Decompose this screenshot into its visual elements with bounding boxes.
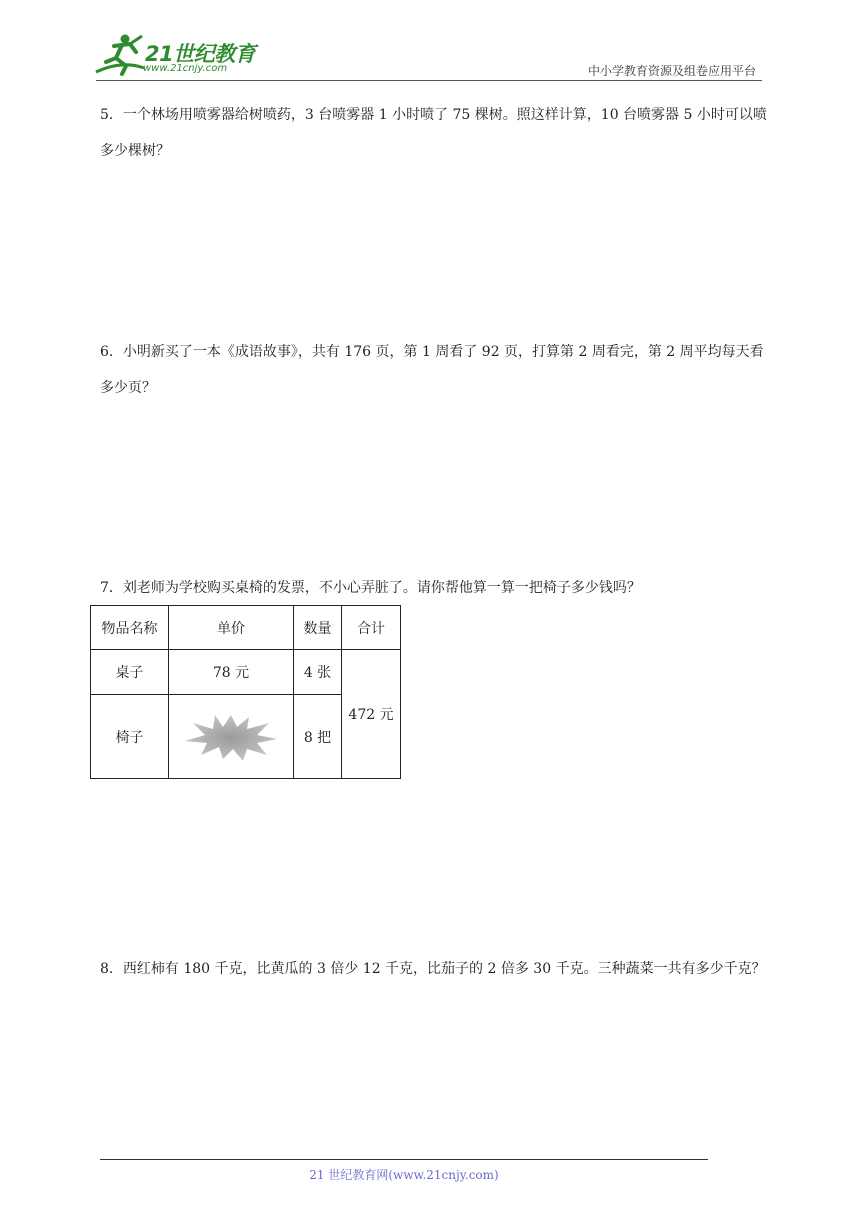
header-cell: 物品名称 [91, 606, 169, 650]
item-name-cell: 桌子 [91, 650, 169, 695]
ink-stain-icon [183, 711, 279, 763]
item-name-cell: 椅子 [91, 695, 169, 779]
question-5: 5．一个林场用喷雾器给树喷药，3 台喷雾器 1 小时喷了 75 棵树。照这样计算，10 台喷雾器 5 小时可以喷多少棵树？ [100, 107, 767, 159]
total-cell: 472 元 [342, 650, 401, 779]
header-cell: 单价 [169, 606, 294, 650]
question-6: 6．小明新买了一本《成语故事》，共有 176 页，第 1 周看了 92 页，打算第 2 周看完，第 2 周平均每天看多少页？ [100, 344, 764, 396]
invoice-table [90, 605, 401, 779]
platform-title: 中小学教育资源及组卷应用平台 [587, 64, 756, 78]
table-row [91, 650, 401, 695]
price-cell-stained [169, 695, 294, 779]
question-7: 7．刘老师为学校购买桌椅的发票，不小心弄脏了。请你帮他算一算一把椅子多少钱吗？ [100, 580, 641, 596]
table-header-row [91, 606, 401, 650]
logo-name: 21世纪教育 [145, 42, 256, 66]
header-cell: 数量 [294, 606, 342, 650]
header-cell: 合计 [342, 606, 401, 650]
logo-url: www.21cnjy.com [143, 63, 228, 74]
qty-cell: 8 把 [294, 695, 342, 779]
qty-cell: 4 张 [294, 650, 342, 695]
header-divider [96, 80, 762, 81]
question-8: 8．西红柿有 180 千克，比黄瓜的 3 倍少 12 千克，比茄子的 2 倍多 30 千克。三种蔬菜一共有多少千克？ [100, 961, 766, 977]
footer-divider [100, 1159, 708, 1160]
price-cell: 78 元 [169, 650, 294, 695]
footer-link[interactable]: 21 世纪教育网(www.21cnjy.com) [309, 1168, 499, 1182]
